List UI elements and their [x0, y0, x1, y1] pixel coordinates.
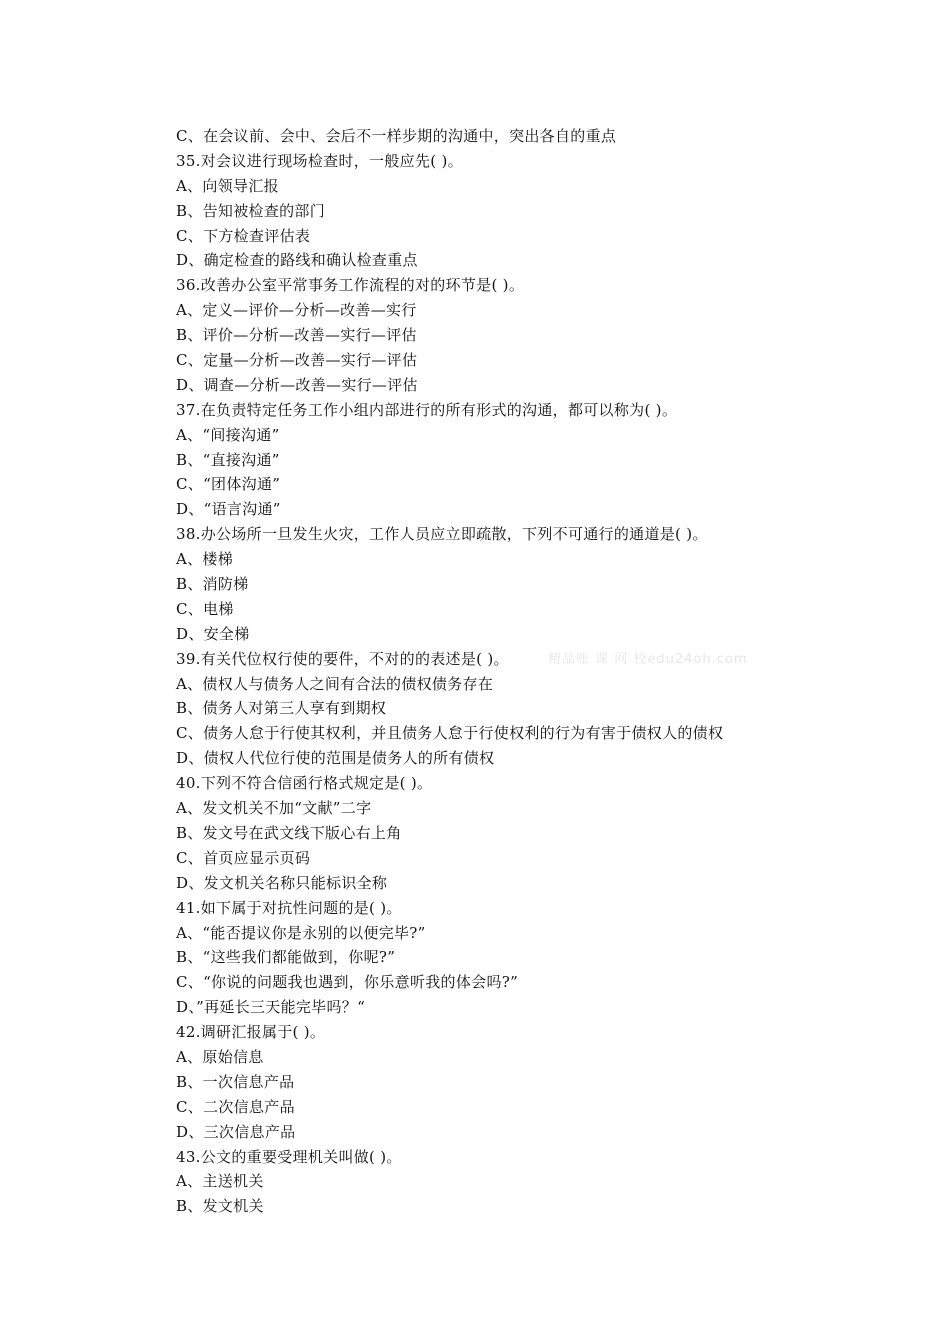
option-b: B、发文号在武文线下版心右上角 [176, 823, 402, 842]
question-37: 37.在负责特定任务工作小组内部进行的所有形式的沟通，都可以称为( )。 [176, 400, 678, 419]
option-a: A、原始信息 [176, 1047, 264, 1066]
option-b: B、评价—分析—改善—实行—评估 [176, 326, 417, 345]
option-a: A、向领导汇报 [176, 176, 279, 195]
question-39: 39.有关代位权行使的要件，不对的的表述是( )。 [176, 649, 509, 668]
option-c: C、电梯 [176, 599, 234, 618]
option-c: C、债务人怠于行使其权利，并且债务人怠于行使权利的行为有害于债权人的债权 [176, 724, 724, 743]
option-d: D、“语言沟通” [176, 500, 281, 519]
option-d: D、安全梯 [176, 624, 250, 643]
question-40: 40.下列不符合信函行格式规定是( )。 [176, 774, 433, 793]
option-a: A、发文机关不加“文献”二字 [176, 799, 372, 818]
option-a: A、定义—评价—分析—改善—实行 [176, 301, 417, 320]
option-c: C、“团体沟通” [176, 475, 281, 494]
question-41: 41.如下属于对抗性问题的是( )。 [176, 898, 402, 917]
question-38: 38.办公场所一旦发生火灾，工作人员应立即疏散，下列不可通行的通道是( )。 [176, 525, 708, 544]
option-b: B、“直接沟通” [176, 450, 280, 469]
option-c: C、下方检查评估表 [176, 226, 311, 245]
option-b: B、告知被检查的部门 [176, 201, 326, 220]
option-d: D、确定检查的路线和确认检查重点 [176, 251, 418, 270]
option-b: B、一次信息产品 [176, 1072, 295, 1091]
watermark-text: 精品账 课 网 校edu24oh.com [548, 652, 748, 667]
option-a: A、主送机关 [176, 1172, 264, 1191]
option-a: A、债权人与债务人之间有合法的债权债务存在 [176, 674, 494, 693]
option-c: C、定量—分析—改善—实行—评估 [176, 351, 418, 370]
option-d: D、”再延长三天能完毕吗？“ [176, 998, 366, 1017]
text-line: C、在会议前、会中、会后不一样步期的沟通中，突出各自的重点 [176, 127, 617, 145]
option-b: B、消防梯 [176, 575, 249, 594]
question-36: 36.改善办公室平常事务工作流程的对的环节是( )。 [176, 276, 525, 295]
option-c: C、二次信息产品 [176, 1097, 295, 1116]
option-c: C、“你说的问题我也遇到，你乐意听我的体会吗?” [176, 973, 519, 992]
option-b: B、发文机关 [176, 1197, 264, 1216]
option-d: D、发文机关名称只能标识全称 [176, 873, 388, 892]
option-d: D、三次信息产品 [176, 1122, 296, 1141]
option-d: D、债权人代位行使的范围是债务人的所有债权 [176, 749, 495, 768]
option-b: B、“这些我们都能做到，你呢?” [176, 948, 396, 967]
option-c: C、首页应显示页码 [176, 848, 311, 867]
question-42: 42.调研汇报属于( )。 [176, 1023, 326, 1042]
option-a: A、“间接沟通” [176, 425, 280, 444]
document-body [176, 124, 896, 1219]
question-43: 43.公文的重要受理机关叫做( )。 [176, 1147, 402, 1166]
question-35: 35.对会议进行现场检查时，一般应先( )。 [176, 151, 463, 170]
option-a: A、楼梯 [176, 550, 234, 569]
option-b: B、债务人对第三人享有到期权 [176, 699, 387, 718]
option-d: D、调查—分析—改善—实行—评估 [176, 375, 418, 394]
option-a: A、“能否提议你是永别的以便完毕?” [176, 923, 426, 942]
